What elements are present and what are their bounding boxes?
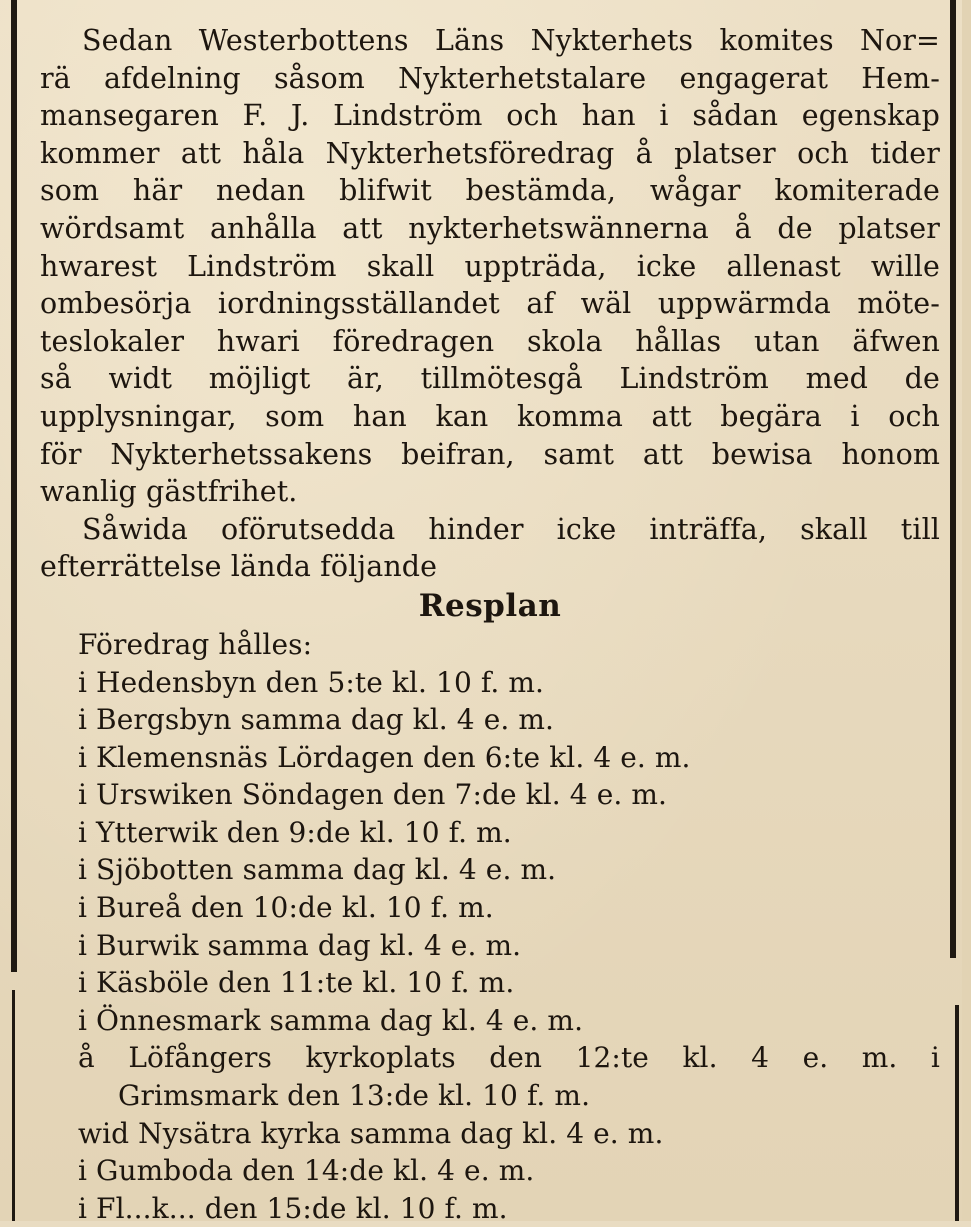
schedule-item: i Gumboda den 14:de kl. 4 e. m.: [78, 1154, 535, 1188]
text-line: för Nykterhetssakens beifran, samt att bewisa honom: [40, 437, 940, 471]
text-line: wördsamt anhålla att nykterhetswännerna å de platser: [40, 211, 940, 245]
text-line: wanlig gästfrihet.: [40, 475, 298, 509]
schedule-item: i Bureå den 10:de kl. 10 f. m.: [78, 891, 494, 925]
text-line: ombesörja iordningsställandet af wäl uppwärmda möte-: [40, 287, 940, 321]
column-rule-right: [950, 0, 956, 958]
schedule-item: i Önnesmark samma dag kl. 4 e. m.: [78, 1003, 584, 1037]
text-line: så widt möjligt är, tillmötesgå Lindström med de: [40, 362, 940, 396]
column-rule-left-lower: [12, 990, 15, 1221]
schedule-item: å Löfångers kyrkoplats den 12:te kl. 4 e. m. i: [78, 1041, 940, 1075]
text-line: mansegaren F. J. Lindström och han i sådan egenskap: [40, 99, 940, 133]
schedule-item: Grimsmark den 13:de kl. 10 f. m.: [118, 1079, 591, 1113]
schedule-list: [78, 626, 940, 1225]
text-line: efterrättelse lända följande: [40, 550, 438, 584]
text-line: teslokaler hwari föredragen skola hållas utan äfwen: [40, 324, 940, 358]
schedule-item: i Burwik samma dag kl. 4 e. m.: [78, 928, 522, 962]
text-line: kommer att håla Nykterhetsföredrag å platser och tider: [40, 136, 940, 170]
text-line: Såwida oförutsedda hinder icke inträffa, skall till: [82, 512, 940, 546]
schedule-item: wid Nysätra kyrka samma dag kl. 4 e. m.: [78, 1116, 664, 1150]
text-line: upplysningar, som han kan komma att begära i och: [40, 399, 940, 433]
schedule-item: i Hedensbyn den 5:te kl. 10 f. m.: [78, 665, 544, 699]
paragraph-1: [40, 22, 940, 511]
text-line: som här nedan blifwit bestämda, wågar komiterade: [40, 174, 940, 208]
schedule-item-cut-off: i Fl...k... den 15:de kl. 10 f. m.: [78, 1191, 508, 1225]
text-line: rä afdelning såsom Nykterhetstalare engagerat Hem-: [40, 61, 940, 95]
section-heading: Resplan: [418, 587, 562, 624]
page-edge: [962, 0, 971, 1221]
schedule-item: i Käsböle den 11:te kl. 10 f. m.: [78, 966, 515, 1000]
text-line: hwarest Lindström skall uppträda, icke allenast wille: [40, 249, 940, 283]
article-column: [40, 22, 940, 1225]
schedule-item: i Urswiken Söndagen den 7:de kl. 4 e. m.: [78, 778, 668, 812]
schedule-item: i Bergsbyn samma dag kl. 4 e. m.: [78, 703, 555, 737]
column-rule-right-lower: [955, 1005, 959, 1221]
paragraph-2: [40, 511, 940, 586]
schedule-item: i Sjöbotten samma dag kl. 4 e. m.: [78, 853, 557, 887]
schedule-item: i Klemensnäs Lördagen den 6:te kl. 4 e. m.: [78, 740, 691, 774]
schedule-intro: Föredrag hålles:: [78, 627, 313, 661]
schedule-item: i Ytterwik den 9:de kl. 10 f. m.: [78, 815, 512, 849]
column-rule-left: [11, 0, 17, 972]
text-line: Sedan Westerbottens Läns Nykterhets komites Nor=: [82, 24, 940, 57]
